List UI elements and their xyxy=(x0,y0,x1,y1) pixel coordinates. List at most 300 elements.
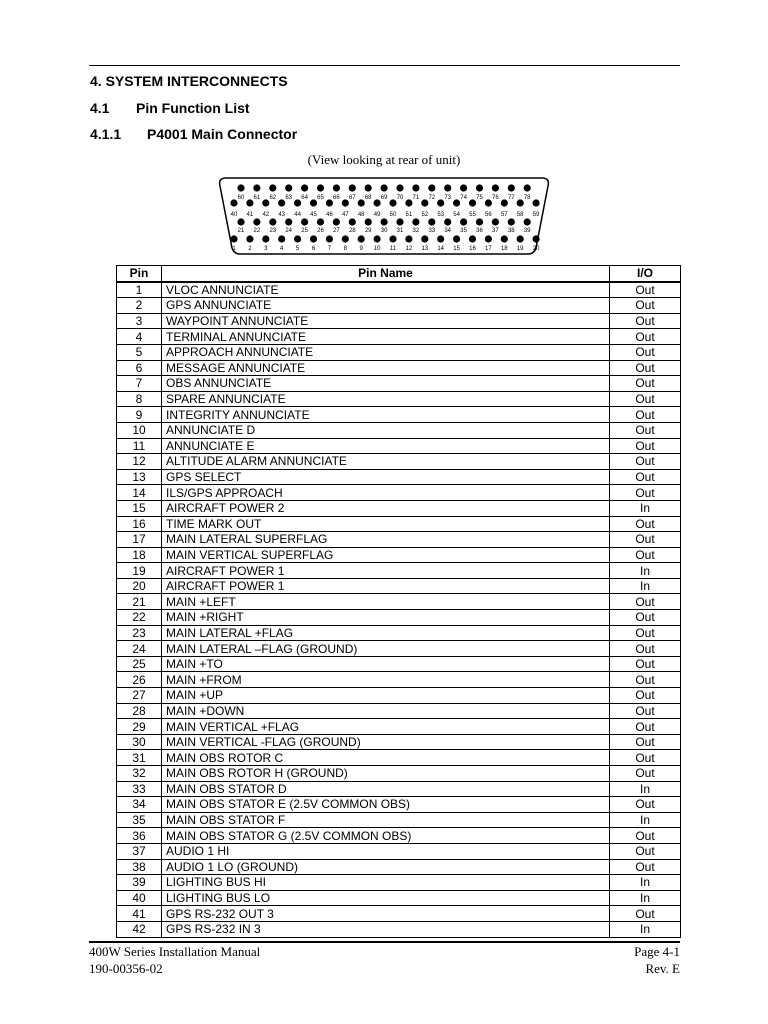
connector-pin-label: 1 xyxy=(232,246,236,252)
connector-pin xyxy=(317,218,324,225)
connector-pin-label: 32 xyxy=(412,228,420,234)
table-row xyxy=(117,360,681,376)
table-row xyxy=(117,859,681,875)
connector-pin-label: 2 xyxy=(248,246,252,252)
connector-pin xyxy=(476,218,483,225)
connector-pin xyxy=(396,218,403,225)
pin-name: AIRCRAFT POWER 1 xyxy=(162,563,610,579)
pin-io: Out xyxy=(610,750,681,766)
table-row xyxy=(117,688,681,704)
connector-pin xyxy=(485,199,492,206)
table-row xyxy=(117,516,681,532)
pin-number: 26 xyxy=(117,672,162,688)
sub-subsection-heading xyxy=(90,126,297,142)
pin-name: MAIN LATERAL SUPERFLAG xyxy=(162,532,610,548)
table-row xyxy=(117,719,681,735)
pin-name: AIRCRAFT POWER 1 xyxy=(162,578,610,594)
table-row xyxy=(117,282,681,298)
connector-pin-label: 58 xyxy=(516,212,524,218)
pin-number: 37 xyxy=(117,843,162,859)
connector-pin xyxy=(237,218,244,225)
pin-name: MAIN OBS STATOR D xyxy=(162,781,610,797)
connector-pin xyxy=(326,235,333,242)
sub-subsection-title: P4001 Main Connector xyxy=(147,126,298,142)
subsection-number: 4.1 xyxy=(90,100,110,116)
pin-io: Out xyxy=(610,298,681,314)
connector-pin xyxy=(381,184,388,191)
pin-name: AUDIO 1 LO (GROUND) xyxy=(162,859,610,875)
footer-manual-title: 400W Series Installation Manual xyxy=(89,944,261,959)
pin-number: 39 xyxy=(117,875,162,891)
connector-pin xyxy=(412,218,419,225)
connector-pin-label: 73 xyxy=(444,195,452,201)
connector-pin xyxy=(349,184,356,191)
pin-name: INTEGRITY ANNUNCIATE xyxy=(162,407,610,423)
connector-pin-label: 24 xyxy=(285,228,293,234)
pin-io: Out xyxy=(610,282,681,298)
table-row xyxy=(117,625,681,641)
table-row xyxy=(117,781,681,797)
pin-number: 21 xyxy=(117,594,162,610)
connector-pin xyxy=(358,235,365,242)
pin-name: SPARE ANNUNCIATE xyxy=(162,391,610,407)
connector-pin-label: 5 xyxy=(295,246,300,252)
connector-pin xyxy=(508,184,515,191)
connector-pin xyxy=(501,199,508,206)
connector-pin-label: 17 xyxy=(485,246,492,252)
pin-io: Out xyxy=(610,766,681,782)
table-row xyxy=(117,298,681,314)
connector-pin xyxy=(278,235,285,242)
connector-pin xyxy=(246,199,253,206)
pin-number: 36 xyxy=(117,828,162,844)
pin-number: 9 xyxy=(117,407,162,423)
pin-name: MAIN OBS STATOR E (2.5V COMMON OBS) xyxy=(162,797,610,813)
connector-pin xyxy=(310,199,317,206)
pin-name: MAIN OBS STATOR F xyxy=(162,812,610,828)
connector-pin xyxy=(428,218,435,225)
pin-name: TERMINAL ANNUNCIATE xyxy=(162,329,610,345)
pin-name: MAIN VERTICAL SUPERFLAG xyxy=(162,547,610,563)
pin-io: Out xyxy=(610,344,681,360)
pin-name: APPROACH ANNUNCIATE xyxy=(162,344,610,360)
pin-io: Out xyxy=(610,329,681,345)
pin-io: Out xyxy=(610,797,681,813)
pin-name: VLOC ANNUNCIATE xyxy=(162,282,610,298)
connector-pin-label: 6 xyxy=(311,246,316,252)
table-row xyxy=(117,766,681,782)
pin-io: Out xyxy=(610,843,681,859)
pin-io: In xyxy=(610,578,681,594)
connector-pin-label: 9 xyxy=(359,246,363,252)
connector-pin xyxy=(405,235,412,242)
connector-pin xyxy=(421,199,428,206)
connector-pin-label: 21 xyxy=(237,228,245,234)
connector-pin xyxy=(301,218,308,225)
pin-number: 31 xyxy=(117,750,162,766)
connector-pin xyxy=(517,199,524,206)
connector-pin-label: 57 xyxy=(500,212,508,218)
connector-pin-label: 71 xyxy=(412,195,420,201)
connector-pin xyxy=(460,218,467,225)
pin-name: MAIN +FROM xyxy=(162,672,610,688)
table-row xyxy=(117,797,681,813)
table-row xyxy=(117,376,681,392)
subsection-title: Pin Function List xyxy=(136,100,250,116)
table-row xyxy=(117,875,681,891)
table-row xyxy=(117,532,681,548)
pin-number: 24 xyxy=(117,641,162,657)
header-pin: Pin xyxy=(117,266,162,282)
connector-pin xyxy=(492,218,499,225)
pin-name: GPS RS-232 OUT 3 xyxy=(162,906,610,922)
pin-number: 34 xyxy=(117,797,162,813)
connector-pin xyxy=(246,235,253,242)
connector-diagram xyxy=(214,174,554,258)
pin-io: Out xyxy=(610,625,681,641)
footer-rule xyxy=(89,941,680,943)
pin-io: Out xyxy=(610,485,681,501)
connector-pin xyxy=(444,184,451,191)
connector-pin-label: 51 xyxy=(405,212,413,218)
connector-pin-label: 11 xyxy=(389,246,397,252)
connector-pin xyxy=(310,235,317,242)
pin-name: MAIN +LEFT xyxy=(162,594,610,610)
connector-pin xyxy=(453,235,460,242)
pin-name: TIME MARK OUT xyxy=(162,516,610,532)
pin-io: Out xyxy=(610,610,681,626)
connector-pin xyxy=(269,184,276,191)
pin-io: Out xyxy=(610,672,681,688)
pin-number: 32 xyxy=(117,766,162,782)
connector-pin-label: 77 xyxy=(507,195,515,201)
pin-number: 30 xyxy=(117,734,162,750)
table-row xyxy=(117,921,681,937)
connector-pin-label: 43 xyxy=(278,212,286,218)
connector-pin xyxy=(294,235,301,242)
pin-io: In xyxy=(610,875,681,891)
table-row xyxy=(117,656,681,672)
connector-pin xyxy=(437,235,444,242)
connector-pin xyxy=(262,199,269,206)
header-io: I/O xyxy=(610,266,681,282)
table-row xyxy=(117,563,681,579)
pin-io: Out xyxy=(610,859,681,875)
connector-pin-label: 53 xyxy=(437,212,445,218)
pin-name: OBS ANNUNCIATE xyxy=(162,376,610,392)
pin-name: MAIN OBS ROTOR H (GROUND) xyxy=(162,766,610,782)
connector-pin-label: 49 xyxy=(373,212,381,218)
pin-number: 8 xyxy=(117,391,162,407)
pin-name: ILS/GPS APPROACH xyxy=(162,485,610,501)
table-row xyxy=(117,344,681,360)
pin-number: 12 xyxy=(117,454,162,470)
pin-io: Out xyxy=(610,313,681,329)
connector-pin xyxy=(230,235,237,242)
connector-pin xyxy=(253,218,260,225)
table-row xyxy=(117,422,681,438)
connector-pin-label: 44 xyxy=(294,212,301,218)
table-row xyxy=(117,610,681,626)
connector-pin-label: 34 xyxy=(444,228,452,234)
connector-pin-label: 48 xyxy=(357,212,365,218)
connector-pin-label: 70 xyxy=(396,195,404,201)
pin-name: MAIN LATERAL +FLAG xyxy=(162,625,610,641)
connector-pin-label: 33 xyxy=(428,228,436,234)
pin-name: ANNUNCIATE D xyxy=(162,422,610,438)
table-header-row xyxy=(117,266,681,282)
connector-pin xyxy=(501,235,508,242)
pin-number: 29 xyxy=(117,719,162,735)
connector-pin xyxy=(389,199,396,206)
connector-pin-label: 16 xyxy=(469,246,476,252)
pin-io: In xyxy=(610,890,681,906)
connector-pin xyxy=(333,218,340,225)
connector-pin-label: 20 xyxy=(532,246,540,252)
connector-pin xyxy=(524,218,531,225)
connector-pin-label: 60 xyxy=(237,195,245,201)
table-row xyxy=(117,469,681,485)
connector-pin-label: 37 xyxy=(492,228,499,234)
connector-pin-label: 55 xyxy=(469,212,476,218)
connector-pin-label: 42 xyxy=(262,212,270,218)
pin-io: Out xyxy=(610,641,681,657)
connector-pin xyxy=(469,235,476,242)
pin-name: WAYPOINT ANNUNCIATE xyxy=(162,313,610,329)
pin-io: Out xyxy=(610,656,681,672)
pin-io: Out xyxy=(610,688,681,704)
connector-pin-label: 76 xyxy=(492,195,499,201)
connector-pin-label: 63 xyxy=(285,195,293,201)
pin-name: MAIN +RIGHT xyxy=(162,610,610,626)
pin-number: 18 xyxy=(117,547,162,563)
connector-pin-label: 45 xyxy=(310,212,317,218)
connector-pin-label: 10 xyxy=(373,246,381,252)
pin-io: In xyxy=(610,500,681,516)
table-row xyxy=(117,578,681,594)
connector-pin-label: 69 xyxy=(380,195,388,201)
connector-pin-label: 26 xyxy=(317,228,324,234)
pin-name: MAIN LATERAL –FLAG (GROUND) xyxy=(162,641,610,657)
pin-io: In xyxy=(610,812,681,828)
connector-pin-label: 31 xyxy=(396,228,404,234)
connector-pin-label: 74 xyxy=(460,195,467,201)
connector-pin-label: 18 xyxy=(500,246,508,252)
pin-name: ANNUNCIATE E xyxy=(162,438,610,454)
connector-pin xyxy=(524,184,531,191)
pin-io: Out xyxy=(610,532,681,548)
connector-pin xyxy=(365,218,372,225)
pin-io: Out xyxy=(610,703,681,719)
connector-pin xyxy=(421,235,428,242)
pin-name: MAIN VERTICAL -FLAG (GROUND) xyxy=(162,734,610,750)
connector-pin xyxy=(374,199,381,206)
pin-io: Out xyxy=(610,469,681,485)
connector-pin-label: 19 xyxy=(516,246,524,252)
connector-pin-label: 7 xyxy=(327,246,332,252)
connector-pin xyxy=(428,184,435,191)
connector-pin-label: 12 xyxy=(405,246,413,252)
connector-pin-label: 30 xyxy=(380,228,388,234)
pin-number: 19 xyxy=(117,563,162,579)
connector-pin xyxy=(342,199,349,206)
table-row xyxy=(117,407,681,423)
connector-pin xyxy=(285,218,292,225)
connector-pin xyxy=(412,184,419,191)
connector-pin-label: 61 xyxy=(253,195,261,201)
table-row xyxy=(117,500,681,516)
connector-pin-label: 13 xyxy=(421,246,429,252)
connector-pin-label: 59 xyxy=(532,212,540,218)
connector-pin-label: 46 xyxy=(326,212,333,218)
pin-io: Out xyxy=(610,407,681,423)
table-row xyxy=(117,438,681,454)
connector-caption: (View looking at rear of unit) xyxy=(307,152,461,167)
pin-number: 16 xyxy=(117,516,162,532)
connector-pin xyxy=(469,199,476,206)
pin-name: LIGHTING BUS HI xyxy=(162,875,610,891)
pin-io: In xyxy=(610,781,681,797)
pin-name: MAIN OBS STATOR G (2.5V COMMON OBS) xyxy=(162,828,610,844)
connector-pin xyxy=(326,199,333,206)
pin-name: MAIN VERTICAL +FLAG xyxy=(162,719,610,735)
connector-pin-label: 36 xyxy=(476,228,483,234)
pin-io: Out xyxy=(610,547,681,563)
connector-pin-label: 50 xyxy=(389,212,397,218)
connector-pin-label: 78 xyxy=(523,195,531,201)
connector-pin xyxy=(405,199,412,206)
connector-pin xyxy=(374,235,381,242)
pin-io: Out xyxy=(610,454,681,470)
connector-pin xyxy=(485,235,492,242)
pin-io: In xyxy=(610,921,681,937)
connector-pin-label: 3 xyxy=(264,246,268,252)
pin-number: 28 xyxy=(117,703,162,719)
connector-pin xyxy=(533,199,540,206)
pin-name: MAIN +DOWN xyxy=(162,703,610,719)
connector-pin-label: 4 xyxy=(280,246,284,252)
pin-io: Out xyxy=(610,360,681,376)
pin-number: 20 xyxy=(117,578,162,594)
table-row xyxy=(117,890,681,906)
table-row xyxy=(117,734,681,750)
pin-name: ALTITUDE ALARM ANNUNCIATE xyxy=(162,454,610,470)
pin-name: GPS ANNUNCIATE xyxy=(162,298,610,314)
connector-pin-label: 25 xyxy=(301,228,308,234)
connector-pin xyxy=(444,218,451,225)
pin-number: 4 xyxy=(117,329,162,345)
pin-number: 10 xyxy=(117,422,162,438)
connector-pin xyxy=(437,199,444,206)
pin-number: 25 xyxy=(117,656,162,672)
pin-number: 13 xyxy=(117,469,162,485)
connector-pin-label: 56 xyxy=(485,212,492,218)
connector-pin xyxy=(269,218,276,225)
connector-pin xyxy=(349,218,356,225)
pin-io: Out xyxy=(610,391,681,407)
connector-pin xyxy=(533,235,540,242)
pin-number: 5 xyxy=(117,344,162,360)
subsection-heading xyxy=(90,100,250,116)
connector-pin xyxy=(342,235,349,242)
connector-pin-label: 14 xyxy=(437,246,445,252)
table-row xyxy=(117,703,681,719)
connector-pin-label: 40 xyxy=(230,212,238,218)
connector-pin xyxy=(453,199,460,206)
connector-pin-label: 47 xyxy=(341,212,349,218)
connector-pin-label: 68 xyxy=(364,195,372,201)
connector-pin xyxy=(285,184,292,191)
pin-io: Out xyxy=(610,719,681,735)
table-row xyxy=(117,329,681,345)
table-row xyxy=(117,906,681,922)
pin-number: 23 xyxy=(117,625,162,641)
connector-pin xyxy=(358,199,365,206)
section-heading: 4. SYSTEM INTERCONNECTS xyxy=(90,73,288,89)
pin-number: 7 xyxy=(117,376,162,392)
pin-name: GPS RS-232 IN 3 xyxy=(162,921,610,937)
connector-pin xyxy=(301,184,308,191)
connector-pin-label: 75 xyxy=(476,195,483,201)
pin-number: 38 xyxy=(117,859,162,875)
connector-pin xyxy=(278,199,285,206)
header-rule xyxy=(89,65,680,66)
table-row xyxy=(117,454,681,470)
connector-pin xyxy=(492,184,499,191)
connector-pin-label: 67 xyxy=(348,195,356,201)
connector-pin-label: 65 xyxy=(317,195,324,201)
footer-part-number: 190-00356-02 xyxy=(89,961,163,976)
connector-pin xyxy=(230,199,237,206)
connector-pin-label: 72 xyxy=(428,195,436,201)
footer-revision: Rev. E xyxy=(645,961,680,976)
connector-pin xyxy=(333,184,340,191)
pin-number: 3 xyxy=(117,313,162,329)
connector-pin-label: 22 xyxy=(253,228,261,234)
pin-name: AIRCRAFT POWER 2 xyxy=(162,500,610,516)
table-row xyxy=(117,843,681,859)
pin-number: 1 xyxy=(117,282,162,298)
table-row xyxy=(117,313,681,329)
pin-number: 6 xyxy=(117,360,162,376)
connector-pin-label: 39 xyxy=(523,228,531,234)
pin-name: MAIN +TO xyxy=(162,656,610,672)
table-row xyxy=(117,812,681,828)
sub-subsection-number: 4.1.1 xyxy=(90,126,122,142)
pin-io: Out xyxy=(610,516,681,532)
pin-name: LIGHTING BUS LO xyxy=(162,890,610,906)
connector-pin-label: 27 xyxy=(333,228,340,234)
pin-number: 17 xyxy=(117,532,162,548)
connector-pin-label: 35 xyxy=(460,228,467,234)
table-row xyxy=(117,594,681,610)
connector-pin xyxy=(381,218,388,225)
connector-pin xyxy=(396,184,403,191)
pin-number: 35 xyxy=(117,812,162,828)
connector-pin xyxy=(508,218,515,225)
pin-number: 42 xyxy=(117,921,162,937)
header-pin-name: Pin Name xyxy=(162,266,610,282)
pin-io: Out xyxy=(610,376,681,392)
table-row xyxy=(117,641,681,657)
pin-number: 27 xyxy=(117,688,162,704)
table-row xyxy=(117,547,681,563)
connector-pin xyxy=(365,184,372,191)
connector-pin-label: 66 xyxy=(333,195,340,201)
connector-pin-label: 41 xyxy=(246,212,254,218)
pin-io: Out xyxy=(610,828,681,844)
table-row xyxy=(117,750,681,766)
